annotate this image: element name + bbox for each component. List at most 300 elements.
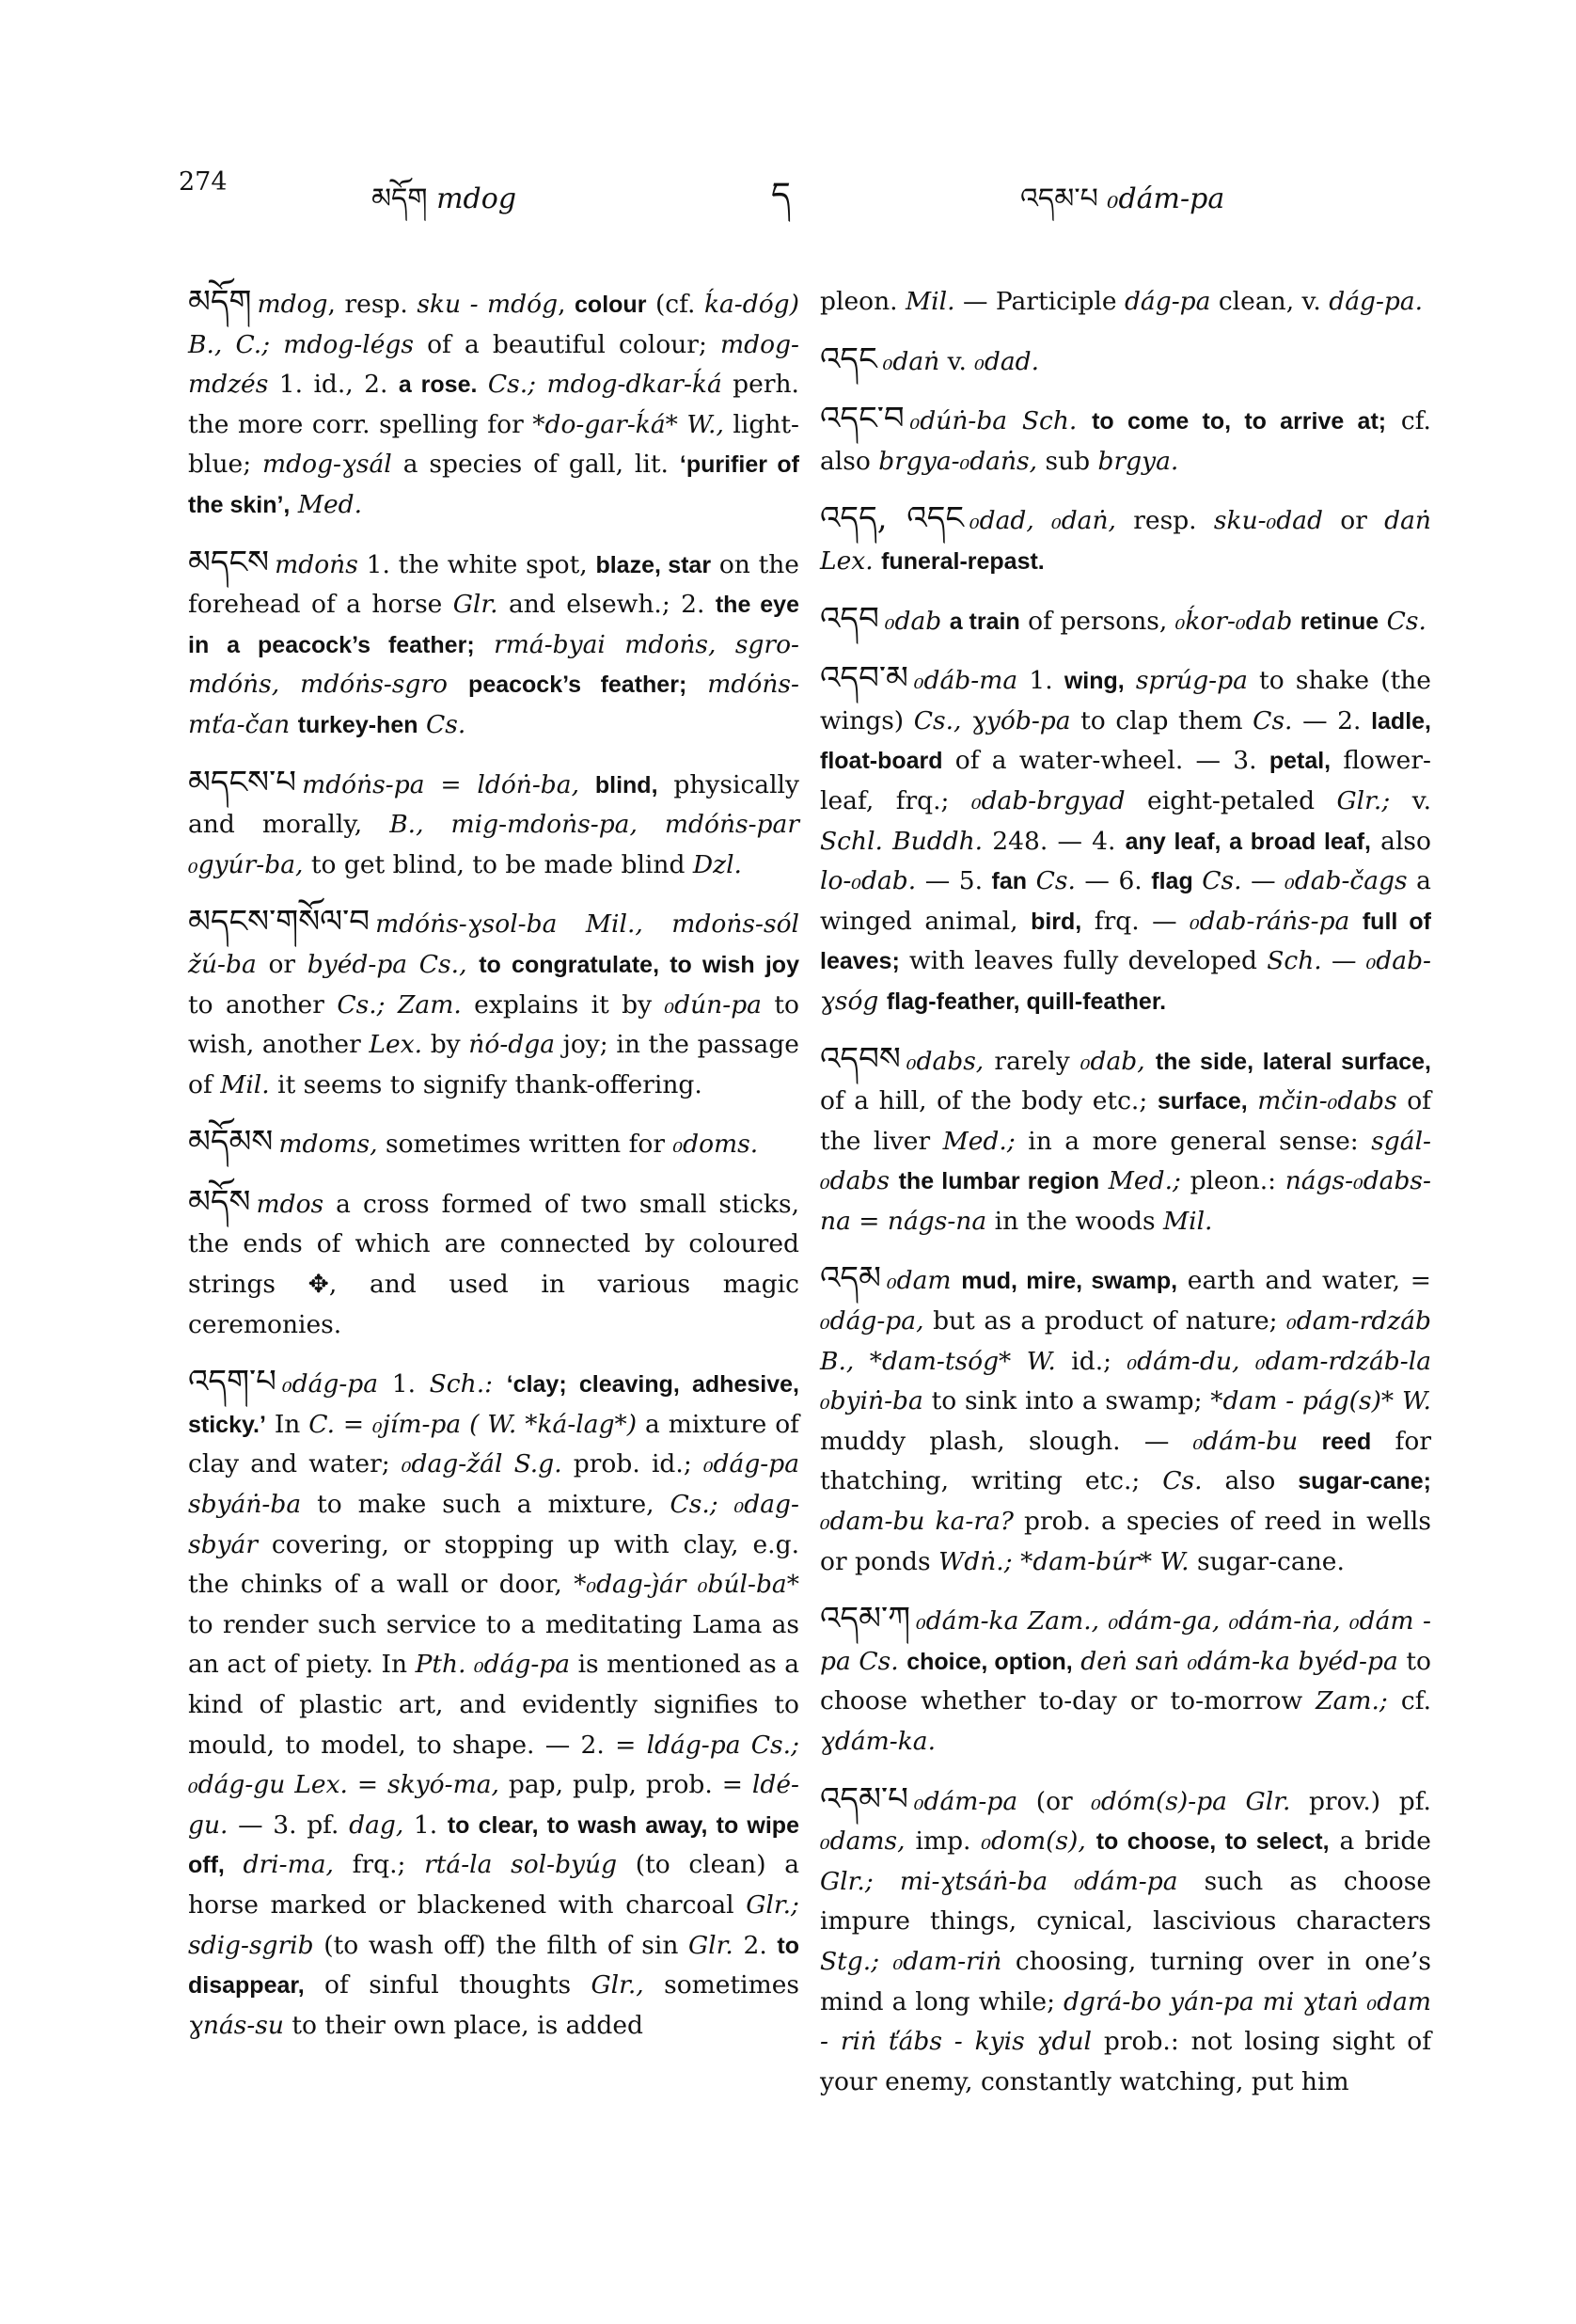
entry-headword-tibetan: འདམ [820, 1259, 881, 1298]
italic-term: ₀dab-čags [1284, 866, 1408, 896]
entry-text [820, 1258, 1431, 1582]
entry-fragment [1027, 866, 1036, 895]
italic-term: *₀dag-ȷ̀ár ₀búl-ba* [574, 1570, 799, 1600]
italic-term: ₀dúṅ-ba Sch. [909, 406, 1078, 436]
entry-fragment: prob. a species of reed in wells or ponds [820, 1507, 1431, 1576]
entry-fragment: pleon.: [1180, 1166, 1285, 1196]
italic-term: Glr., [591, 1970, 644, 2000]
entry-fragment: (cf. [646, 290, 704, 319]
bold-definition: bird, [1031, 908, 1082, 935]
entry-headword-tibetan: མདོམས [188, 1123, 274, 1162]
bold-definition: turkey-hen [297, 711, 418, 738]
bold-definition: full of leaves; [820, 908, 1431, 975]
entry-fragment: a mixture of clay and water; [188, 1409, 799, 1479]
dictionary-entry [820, 1779, 1431, 2103]
entry-fragment [225, 1850, 244, 1879]
entry-fragment: flower-leaf, frq.; [820, 746, 1431, 815]
entry-fragment: also [1370, 826, 1431, 856]
running-head-left-tibetan: མདོག [371, 182, 428, 215]
entry-fragment: — 6. [1075, 866, 1152, 896]
entry-headword-tibetan: མདངས [188, 543, 270, 581]
italic-term: ₀dág-pa, [820, 1306, 924, 1336]
entry-text [188, 282, 799, 526]
entry-fragment: to their own place, is added [283, 2010, 643, 2040]
italic-term: ₀dam-rdzáb B., *dam-tsóg* W. [820, 1306, 1431, 1376]
italic-term: ₀dám-bu [1192, 1426, 1299, 1456]
italic-term: dgrá-bo yán-pa mi ɣtaṅ ₀dam - riṅ ťábs - kyis ɣdul [820, 1986, 1431, 2057]
section-letter: ད [771, 176, 791, 214]
entry-fragment: frq.; [333, 1850, 425, 1880]
entry-fragment: perh. the more corr. spelling for [188, 370, 799, 439]
entry-fragment: clean, v. [1210, 287, 1330, 316]
entry-headword-tibetan: མདོག [188, 283, 252, 321]
entry-fragment [1125, 666, 1136, 695]
italic-term: Med.; [942, 1126, 1016, 1156]
italic-term: Glr. [452, 590, 498, 620]
entry-fragment: imp. [905, 1826, 982, 1857]
italic-term: B., mig-mdoṅs-pa, mdóṅs-par ₀gyúr-ba, [188, 810, 799, 879]
entry-fragment: of sinful thoughts [304, 1970, 591, 2000]
entry-fragment: in the woods [986, 1206, 1163, 1236]
bold-definition: reed [1321, 1428, 1372, 1455]
italic-term: ₀dám-pa [913, 1786, 1018, 1816]
entry-fragment [1086, 1826, 1096, 1856]
entry-fragment: to make such a mixture, [301, 1490, 670, 1520]
italic-term: mdóṅs-ɣsol-ba Mil., mdoṅs-sól žú-ba [188, 909, 799, 979]
entry-fragment: in a more general sense: [1015, 1126, 1372, 1156]
italic-term: ₀dab, [1080, 1046, 1145, 1076]
italic-term: dág-pa. [1329, 287, 1424, 316]
italic-term: mdóṅs-pa = ldóṅ-ba, [302, 769, 579, 799]
bold-definition: surface, [1157, 1088, 1248, 1115]
entry-fragment: sugar-cane. [1189, 1546, 1345, 1576]
left-column [188, 282, 799, 2063]
italic-term: Dzl. [692, 849, 742, 879]
entry-fragment: joy; in the passage of [188, 1030, 799, 1099]
dictionary-entry [820, 399, 1431, 482]
italic-term: mdog [257, 290, 328, 319]
italic-term: brgya. [1097, 446, 1179, 476]
italic-term: dág-pa [1124, 287, 1211, 316]
italic-term: Cs., ɣyób-pa [913, 705, 1071, 735]
italic-term: mdoṅs [275, 549, 358, 579]
entry-fragment [941, 607, 949, 636]
entry-fragment [1073, 1647, 1081, 1676]
entry-fragment: resp. [1115, 506, 1214, 536]
italic-term: C. = ₀jím-pa ( W. *ká-lag*) [308, 1409, 638, 1439]
italic-term: ₀dam [886, 1266, 952, 1296]
entry-fragment: a bride [1329, 1826, 1431, 1857]
italic-term: Wdṅ.; *dam-búr* W. [938, 1546, 1190, 1576]
italic-term: ₀dab-brgyad [970, 785, 1126, 815]
entry-fragment: light-blue; [188, 409, 799, 480]
italic-term: Mil. [906, 287, 955, 316]
italic-term: sku-₀dad [1213, 506, 1323, 536]
entry-fragment: with leaves fully developed [899, 946, 1268, 976]
entry-text [820, 599, 1431, 642]
entry-fragment [1349, 907, 1363, 936]
entry-headword-tibetan: འདད, འདང [820, 499, 965, 538]
bold-definition: choice, option, [906, 1648, 1073, 1675]
italic-term: Med.; [1108, 1166, 1181, 1196]
italic-term: byéd-pa Cs., [307, 949, 467, 979]
entry-fragment: prob. id.; [561, 1449, 703, 1479]
italic-term: ₀dams, [820, 1826, 906, 1857]
entry-fragment [467, 950, 480, 979]
entry-fragment: sub [1037, 446, 1098, 476]
bold-definition: the side, lateral surface, [1155, 1048, 1431, 1075]
entry-text [820, 1779, 1431, 2103]
italic-term: Pth. ₀dág-pa [415, 1650, 571, 1680]
italic-term: rtá-la sol-byúg [424, 1850, 618, 1880]
italic-term: Mil. [1162, 1206, 1213, 1236]
italic-term: ₀dad, ₀daṅ, [969, 506, 1116, 536]
italic-term: ₀dab [884, 606, 942, 636]
dictionary-entry [820, 599, 1431, 642]
italic-term: *do-gar-ḱá* W., [532, 409, 724, 439]
entry-fragment: v. [1390, 785, 1431, 815]
entry-fragment [878, 987, 886, 1016]
italic-term: ₀dag-žál S.g. [401, 1449, 562, 1479]
dictionary-entry [820, 658, 1431, 1021]
bold-definition: to congratulate, to wish joy [479, 951, 799, 978]
entry-text [820, 282, 1431, 323]
entry-headword-tibetan: འདབ་མ [820, 659, 908, 698]
entry-fragment: physically and morally, [188, 769, 799, 840]
entry-fragment: to render such service to a meditating Lama as an act of piety. In [188, 1609, 799, 1680]
bold-definition: to disappear, [188, 1932, 799, 2000]
entry-fragment [1298, 1427, 1321, 1456]
entry-text [820, 1599, 1431, 1762]
italic-term: Cs.; mdog-dkar-ḱá [487, 370, 722, 400]
entry-text [188, 543, 799, 746]
entry-fragment: to clap them [1070, 705, 1253, 735]
italic-term: ₀doms. [672, 1130, 759, 1160]
entry-fragment: (or [1017, 1786, 1092, 1816]
entry-headword-tibetan: འདག་པ [188, 1363, 276, 1401]
entry-fragment: to shake (the wings) [820, 666, 1431, 735]
italic-term: dri-ma, [243, 1850, 334, 1880]
italic-term: ₀dabs, [906, 1046, 985, 1076]
entry-fragment: eight-petaled [1125, 785, 1337, 815]
entry-fragment [874, 546, 881, 576]
italic-term: ₀dom(s), [981, 1826, 1086, 1857]
dictionary-entry [820, 1258, 1431, 1582]
entry-fragment: 1. [403, 1810, 448, 1840]
entry-fragment: a cross formed of two small sticks, the ends of which are connected by coloured strings ✥, and used in various magic ceremonies. [188, 1189, 799, 1339]
running-head-right-tibetan: འདམ་པ [1020, 182, 1098, 215]
bold-definition: flag [1151, 868, 1193, 895]
italic-term: ldé-gu. [188, 1770, 799, 1840]
entry-fragment: to sink into a swamp; [922, 1386, 1211, 1416]
entry-fragment: prob.: not losing sight of your enemy, constantly watching, put him [820, 2027, 1431, 2096]
bold-definition: retinue [1300, 608, 1379, 635]
running-head-left [371, 167, 516, 246]
entry-fragment: — Participle [954, 287, 1125, 316]
entry-fragment [1077, 406, 1092, 435]
entry-fragment: — 3. pf. [228, 1810, 350, 1840]
entry-fragment: — [1241, 866, 1285, 896]
dictionary-entry [820, 1599, 1431, 1762]
entry-fragment [952, 1266, 962, 1295]
bold-definition: to clear, to wash away, to wipe off, [188, 1811, 799, 1879]
entry-fragment [890, 1166, 899, 1195]
entry-text [188, 1182, 799, 1345]
entry-fragment: cf. [1387, 1686, 1431, 1716]
italic-term: ₀dág-pa sbyáṅ-ba [188, 1449, 800, 1520]
entry-fragment [493, 1369, 507, 1399]
italic-term: mčin-₀dabs [1257, 1086, 1397, 1116]
italic-term: daṅ Lex. [820, 506, 1431, 576]
bold-definition: fan [991, 868, 1028, 895]
entry-fragment [1145, 1047, 1156, 1076]
entry-fragment: cf. also [820, 406, 1431, 476]
bold-definition: blaze, star [595, 551, 712, 578]
entry-fragment [1379, 607, 1386, 636]
entry-fragment: id.; [1055, 1346, 1127, 1376]
entry-text [820, 658, 1431, 1021]
entry-fragment: v. [939, 346, 975, 376]
bold-definition: to choose, to select, [1095, 1828, 1330, 1856]
entry-fragment [290, 490, 297, 519]
entry-fragment [1248, 1086, 1258, 1115]
entry-fragment: sometimes written for [377, 1130, 673, 1160]
bold-definition: any leaf, a broad leaf, [1125, 828, 1371, 855]
italic-term: Schl. Buddh. [820, 826, 984, 856]
italic-term: ₀dóm(s)-pa Glr. [1091, 1786, 1291, 1816]
italic-term: sgál-₀dabs [820, 1126, 1431, 1196]
dictionary-entry [820, 1039, 1431, 1242]
entry-fragment: — [1321, 946, 1366, 976]
entry-fragment: or [256, 949, 307, 979]
entry-fragment: of a water-wheel. — 3. [942, 746, 1269, 776]
entry-fragment [686, 670, 707, 699]
entry-fragment: choosing, turning over in one’s mind a long while; [820, 1946, 1431, 2016]
bold-definition: blind, [594, 771, 658, 798]
italic-term: Lex. [369, 1030, 423, 1060]
entry-fragment [477, 370, 487, 399]
entry-fragment: prov.) pf. [1290, 1786, 1431, 1816]
italic-term: ṅó-dga [468, 1030, 555, 1060]
italic-term: ₀dám-ka Zam., ₀dám-ga, ₀dám-ṅa, ₀dám - pa Cs. [820, 1606, 1431, 1676]
italic-term: ₀dam-bu ka-ra? [820, 1507, 1015, 1537]
italic-term: ₀dág-pa [281, 1369, 379, 1399]
italic-term: deṅ saṅ ₀dám-ka byéd-pa [1080, 1646, 1398, 1676]
italic-term: Med. [297, 489, 363, 519]
entry-fragment: to another [188, 989, 338, 1020]
entry-headword-tibetan: འདམ་ཀ [820, 1600, 911, 1638]
entry-fragment: pleon. [820, 287, 906, 316]
entry-fragment: muddy plash, slough. — [820, 1426, 1193, 1456]
entry-fragment: — 2. [1292, 705, 1372, 735]
italic-term: ₀dáb-ma [913, 666, 1018, 696]
entry-fragment [448, 670, 468, 699]
entry-fragment [1099, 1166, 1109, 1195]
entry-fragment [1193, 866, 1203, 895]
italic-term: ₀dab-ɣsóg [820, 946, 1431, 1016]
entry-fragment: frq. — [1081, 906, 1190, 936]
entry-text [820, 340, 1431, 383]
entry-fragment: 1. the white spot, [357, 549, 596, 579]
entry-fragment: to wish, another [188, 989, 800, 1060]
italic-term: Cs. [425, 709, 466, 739]
italic-term: Glr. [688, 1930, 733, 1960]
italic-term: mdóṅs-mťa-čan [188, 670, 799, 739]
bold-definition: a train [949, 608, 1020, 635]
italic-term: *dam - pág(s)* W. [1210, 1386, 1431, 1416]
entry-fragment: of the liver [820, 1086, 1431, 1156]
entry-text [820, 498, 1431, 581]
dictionary-entry [188, 543, 799, 746]
bold-definition: colour [575, 292, 647, 318]
bold-definition: ‘clay; cleaving, adhesive, sticky.’ [188, 1371, 799, 1438]
italic-term: Sch.: [429, 1369, 494, 1399]
entry-fragment: and elsewh.; 2. [497, 590, 716, 620]
italic-term: ₀dab-ráṅs-pa [1190, 906, 1350, 936]
italic-term: rmá-byai mdoṅs, sgro-mdóṅs, mdóṅs-sgro [188, 629, 799, 700]
entry-fragment: for thatching, writing etc.; [820, 1426, 1431, 1496]
dictionary-entry [820, 498, 1431, 581]
entry-fragment: — 5. [916, 866, 992, 896]
entry-fragment: sometimes [643, 1970, 799, 2000]
entry-text [820, 399, 1431, 482]
entry-fragment: on the forehead of a horse [188, 549, 799, 620]
dictionary-entry [188, 282, 799, 526]
dictionary-entry [188, 763, 799, 886]
entry-fragment: or [1322, 506, 1385, 536]
entry-fragment: it seems to signify thank-offering. [269, 1069, 702, 1099]
bold-definition: flag-feather, quill-feather. [886, 988, 1167, 1015]
bold-definition: ‘purifier of the skin’, [188, 451, 800, 518]
italic-term: nágs-₀dabs-na = nágs-na [820, 1166, 1431, 1236]
italic-term: ₀dám-du, ₀dam-rdzáb-la ₀byiṅ-ba [820, 1346, 1431, 1416]
italic-term: Glr.; sdig-sgrib [188, 1889, 799, 1960]
running-head-left-translit: mdog [436, 182, 517, 215]
entry-headword-tibetan: མདངས་གསོལ་བ [188, 903, 370, 941]
entry-fragment: covering, or stopping up with clay, e.g. the chinks of a wall or door, [188, 1529, 799, 1600]
entry-headword-tibetan: མདོས [188, 1182, 251, 1221]
entry-text [820, 1039, 1431, 1242]
italic-term: Glr.; mi-ɣtsáṅ-ba ₀dám-pa [820, 1866, 1178, 1896]
entry-fragment: (to wash off) the filth of sin [313, 1930, 689, 1960]
entry-fragment [418, 710, 426, 739]
italic-term: ₀ḱor-₀dab [1174, 606, 1293, 636]
italic-term: ɣnás-su [188, 2010, 284, 2040]
dictionary-entry [188, 1122, 799, 1165]
entry-fragment: to choose whether to-day or to-morrow [820, 1646, 1431, 1716]
entry-fragment [475, 630, 494, 659]
bold-definition: the eye in a peacock’s feather; [188, 592, 799, 658]
italic-term: mdog-ɣsál [262, 450, 392, 480]
italic-term: Cs.; ₀dag-sbyár [188, 1490, 799, 1559]
entry-text [188, 1362, 799, 2046]
italic-term: ₀dún-pa [664, 989, 762, 1020]
entry-headword-tibetan: འདང [820, 340, 877, 378]
italic-term: Cs. [1253, 705, 1293, 735]
bold-definition: sugar-cane; [1298, 1468, 1431, 1495]
entry-headword-tibetan: མདངས་པ [188, 763, 297, 801]
entry-fragment: 2. [733, 1930, 778, 1960]
bold-definition: wing, [1064, 668, 1125, 695]
italic-term: ɣdám-ka. [820, 1727, 937, 1756]
entry-headword-tibetan: འདབ [820, 599, 879, 638]
italic-term: sku - mdóg [417, 290, 559, 319]
entry-fragment: of a hill, of the body etc.; [820, 1086, 1158, 1116]
dictionary-entry [188, 1182, 799, 1345]
bold-definition: mud, mire, swamp, [961, 1268, 1178, 1295]
italic-term: Zam.; [1316, 1686, 1388, 1716]
entry-text [188, 1122, 799, 1165]
italic-term: Glr.; [1336, 785, 1391, 815]
italic-term: ldág-pa Cs.; ₀dág-gu Lex. = skyó-ma, [188, 1730, 799, 1800]
bold-definition: ladle, float-board [820, 707, 1431, 775]
entry-fragment: such as choose impure things, cynical, lascivious characters [820, 1866, 1432, 1937]
entry-fragment: 1. [1017, 666, 1064, 696]
bold-definition: peacock’s feather; [468, 672, 687, 699]
entry-fragment: a species of gall, lit. [391, 450, 680, 480]
italic-term: Sch. [1267, 946, 1322, 976]
entry-fragment: earth and water, = [1177, 1266, 1431, 1296]
entry-fragment: is mentioned as a kind of plastic art, and evidently signifies to mould, to model, to shape. — 2. = [188, 1650, 799, 1760]
entry-fragment: 1. [378, 1369, 430, 1399]
bold-definition: funeral-repast. [881, 547, 1045, 575]
dictionary-entry [188, 1362, 799, 2046]
italic-term: ₀daṅ [882, 346, 940, 376]
italic-term: Stg.; ₀dam-riṅ [820, 1946, 1002, 1976]
italic-term: mdoms, [278, 1130, 378, 1160]
italic-term: brgya-₀daṅs, [878, 446, 1038, 476]
entry-headword-tibetan: འདམ་པ [820, 1779, 908, 1818]
dictionary-entry [820, 282, 1431, 323]
entry-fragment: explains it by [461, 989, 665, 1020]
entry-fragment: a winged animal, [820, 866, 1431, 936]
entry-headword-tibetan: འདང་བ [820, 400, 905, 438]
entry-fragment [290, 710, 297, 739]
entry-fragment: but as a product of nature; [923, 1306, 1287, 1336]
entry-fragment: rarely [984, 1046, 1080, 1076]
entry-fragment [579, 770, 595, 799]
entry-fragment: by [422, 1030, 469, 1060]
bold-definition: petal, [1269, 748, 1332, 775]
italic-term: Cs. [1162, 1466, 1203, 1496]
entry-fragment: , resp. [327, 290, 418, 319]
entry-fragment: to get blind, to be made blind [303, 849, 693, 879]
italic-term: ₀dad. [974, 346, 1040, 376]
italic-term: Cs. [1386, 606, 1426, 636]
entry-text [188, 902, 799, 1105]
entry-fragment: 248. — 4. [983, 826, 1126, 856]
entry-headword-tibetan: འདབས [820, 1039, 901, 1078]
entry-fragment [1292, 607, 1300, 636]
italic-term: lo-₀dab. [820, 866, 917, 896]
italic-term: ḱa-dóg) B., C.; mdog-légs [188, 290, 799, 359]
entry-fragment: of persons, [1019, 606, 1175, 636]
italic-term: Mil. [220, 1069, 270, 1099]
dictionary-entry [188, 902, 799, 1105]
entry-fragment [899, 1647, 907, 1676]
running-head-right [1020, 167, 1224, 246]
italic-term: mdos [256, 1189, 324, 1219]
entry-fragment: In [265, 1409, 309, 1439]
page-number: 274 [179, 167, 228, 197]
italic-term: sprúg-pa [1135, 666, 1248, 696]
entry-text [188, 763, 799, 886]
entry-fragment: 1. id., 2. [268, 370, 399, 400]
italic-term: Cs. [1035, 866, 1076, 896]
dictionary-entry [820, 340, 1431, 383]
right-column [820, 282, 1431, 2119]
entry-fragment: (to clean) a horse marked or blackened with charcoal [188, 1850, 800, 1920]
